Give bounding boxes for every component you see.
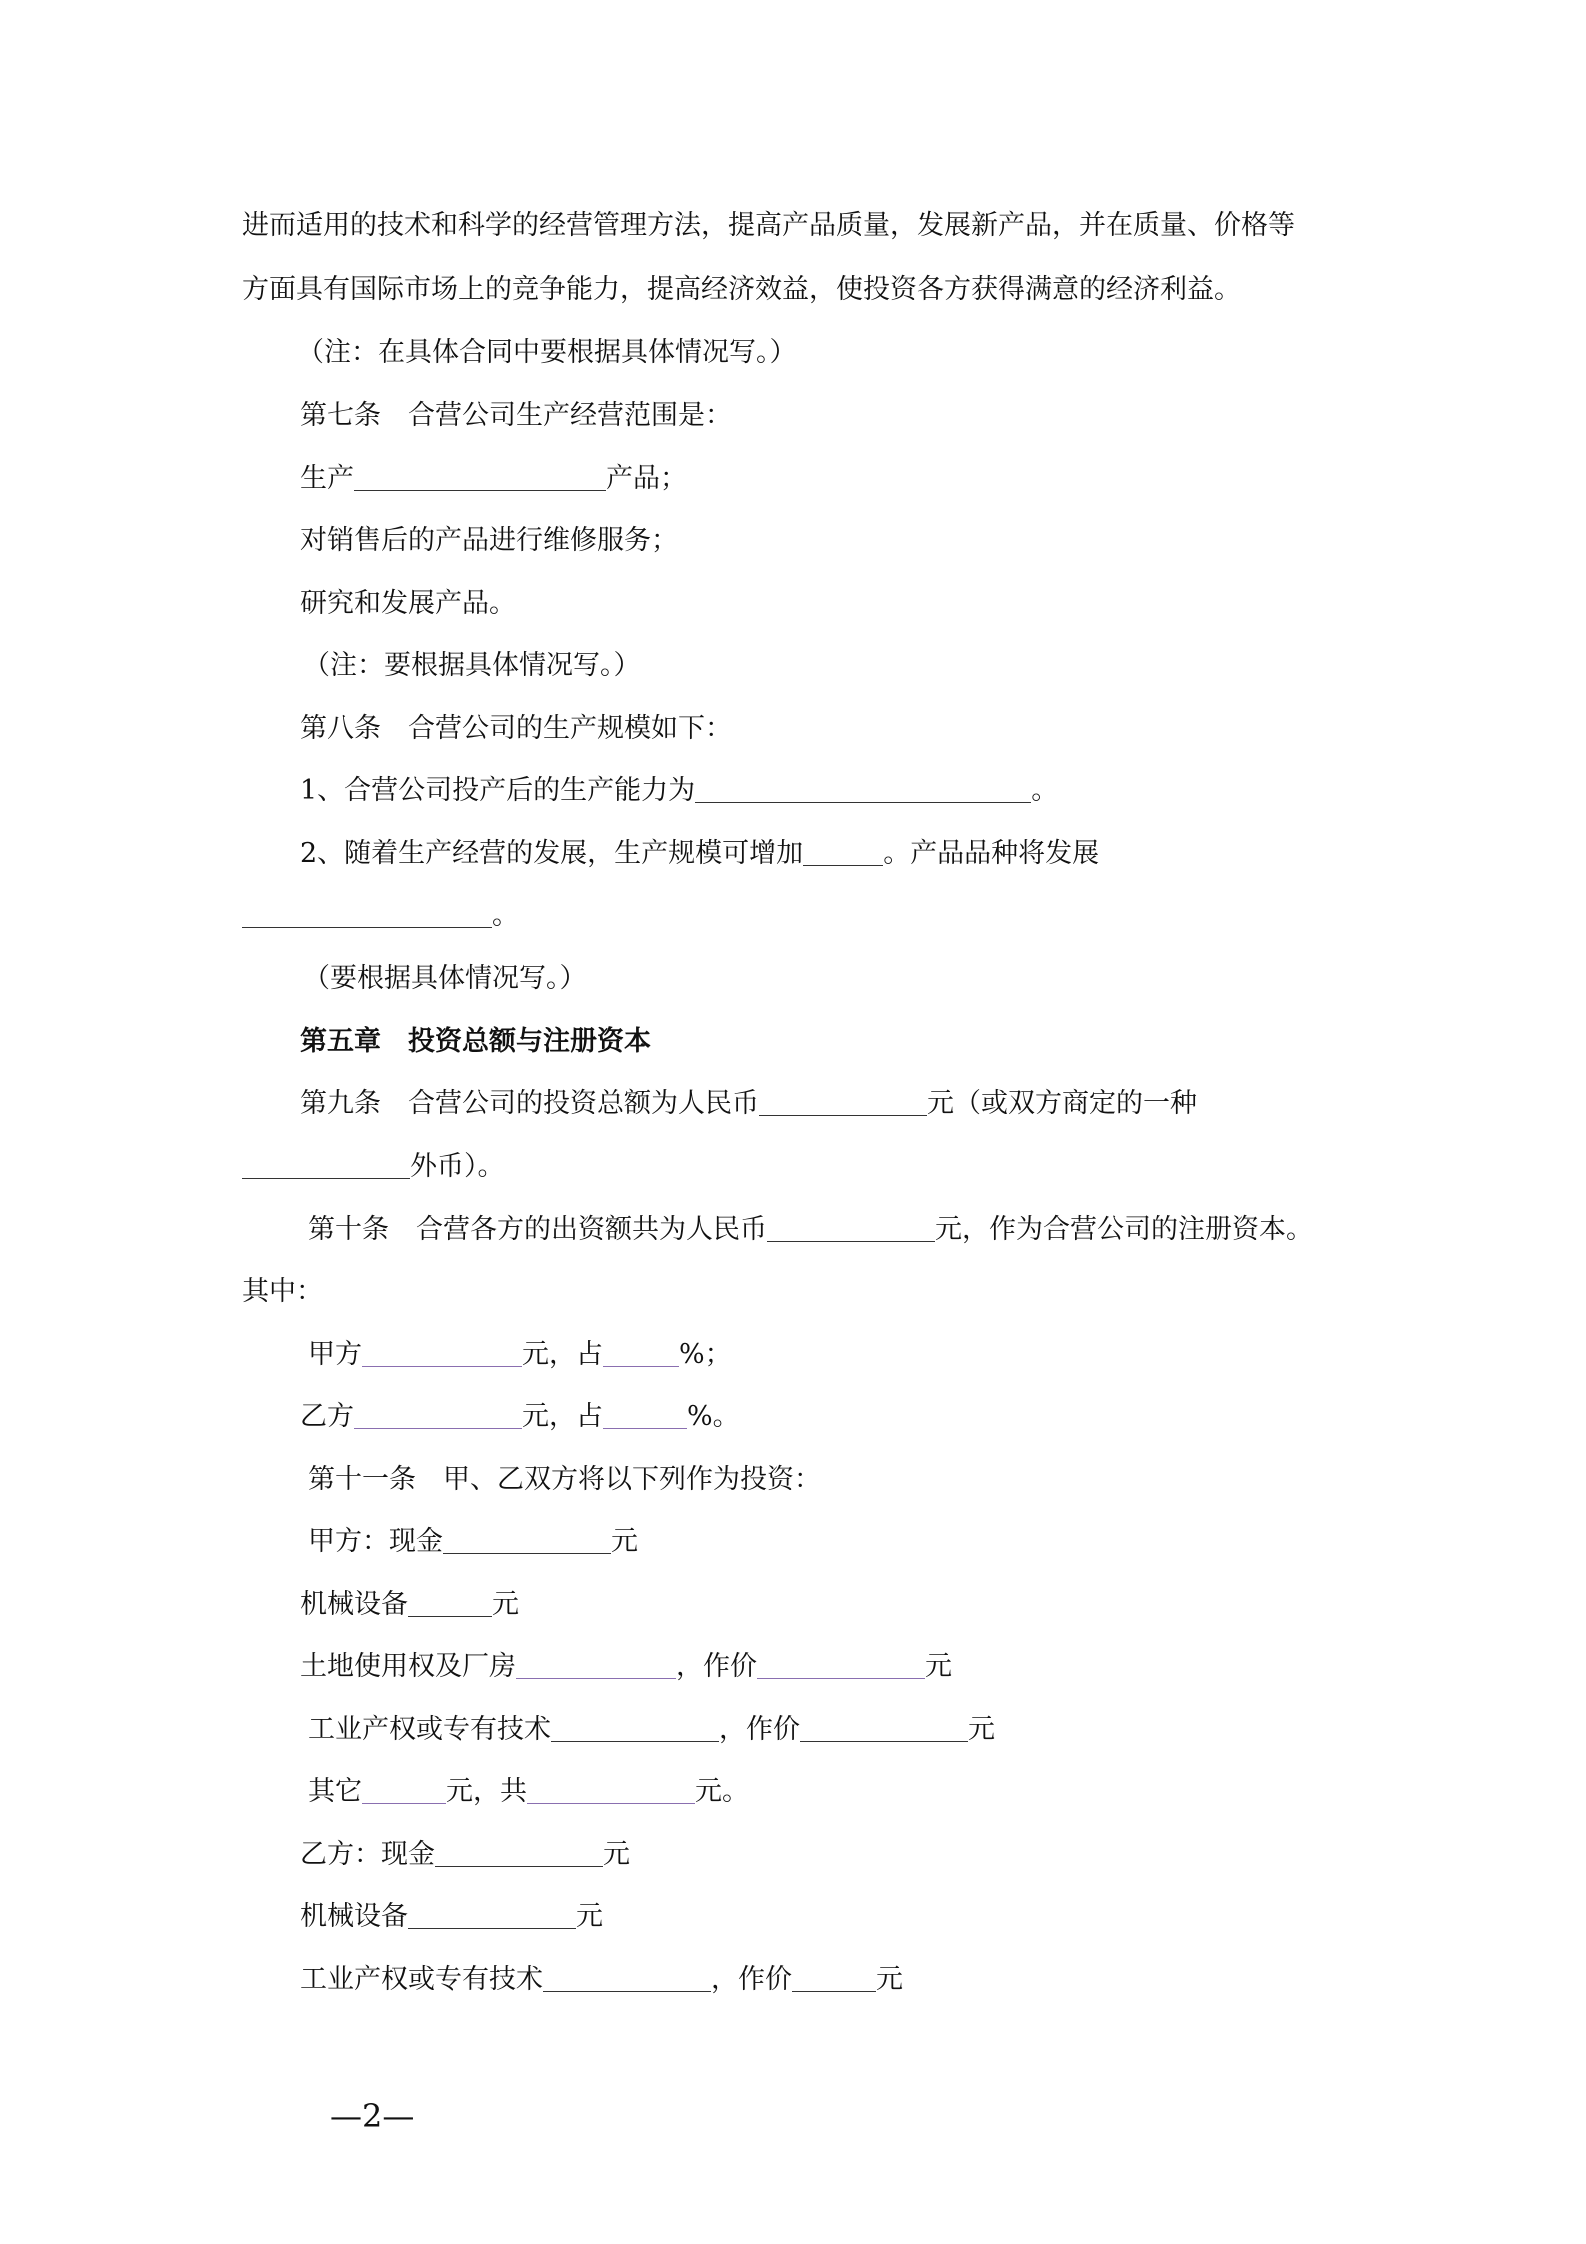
text: 外币）。 <box>410 1151 505 1182</box>
text: 元 <box>611 1526 638 1557</box>
text: 第十条 合营各方的出资额共为人民币 <box>308 1214 767 1245</box>
text: 生产 <box>300 463 354 494</box>
article-9-line-2 <box>242 1147 505 1187</box>
repair-line <box>300 521 678 561</box>
text: 元 <box>603 1839 630 1870</box>
text: 甲方 <box>308 1339 362 1370</box>
text: 工业产权或专有技术 <box>300 1964 543 1995</box>
paragraph-line <box>242 270 1241 310</box>
fill-blank[interactable] <box>408 1898 576 1929</box>
text: 元 <box>876 1964 903 1995</box>
text: 元，占 <box>522 1339 603 1370</box>
text: 2、随着生产经营的发展，生产规模可增加 <box>300 838 804 869</box>
fill-blank[interactable] <box>354 1398 522 1429</box>
article-10 <box>308 1210 1313 1250</box>
fill-blank[interactable] <box>803 835 883 866</box>
party-b-contribution <box>300 1397 740 1437</box>
text: （注：要根据具体情况写。） <box>303 650 641 681</box>
fill-blank[interactable] <box>767 1211 935 1242</box>
article-9 <box>300 1084 1197 1124</box>
text: 研究和发展产品。 <box>300 588 516 619</box>
text: 第八条 合营公司的生产规模如下： <box>300 713 732 744</box>
text: 元，共 <box>446 1776 527 1807</box>
party-b-cash <box>300 1835 630 1875</box>
paragraph-line <box>242 206 1295 246</box>
party-b-ip <box>300 1960 903 2000</box>
text: %； <box>679 1339 732 1370</box>
text: 第五章 投资总额与注册资本 <box>300 1026 651 1057</box>
text: 。 <box>492 900 519 931</box>
text: 元 <box>492 1589 519 1620</box>
fill-blank[interactable] <box>551 1711 719 1742</box>
fill-blank[interactable] <box>516 1648 676 1679</box>
fill-blank[interactable] <box>354 460 606 491</box>
fill-blank[interactable] <box>362 1773 446 1804</box>
text: 其它 <box>308 1776 362 1807</box>
text: ，作价 <box>719 1714 800 1745</box>
article-11 <box>308 1460 821 1500</box>
text: 元。 <box>695 1776 749 1807</box>
text: 元 <box>968 1714 995 1745</box>
text: 产品； <box>606 463 687 494</box>
fill-blank[interactable] <box>757 1648 925 1679</box>
note-line <box>303 959 587 999</box>
fill-blank[interactable] <box>800 1711 968 1742</box>
text: 土地使用权及厂房 <box>300 1651 516 1682</box>
fill-blank[interactable] <box>435 1836 603 1867</box>
party-b-machinery <box>300 1897 603 1937</box>
text: 进而适用的技术和科学的经营管理方法，提高产品质量，发展新产品，并在质量、价格等 <box>242 210 1295 241</box>
text: 。 <box>1031 775 1059 806</box>
text: 元，作为合营公司的注册资本。 <box>935 1214 1313 1245</box>
party-a-cash <box>308 1522 638 1562</box>
text: （要根据具体情况写。） <box>303 963 587 994</box>
production-line <box>300 459 687 499</box>
text: 乙方 <box>300 1401 354 1432</box>
article-8 <box>300 709 732 749</box>
fill-blank[interactable] <box>242 1148 410 1179</box>
fill-blank[interactable] <box>543 1961 711 1992</box>
research-line <box>300 584 516 624</box>
fill-blank[interactable] <box>759 1085 927 1116</box>
party-a-ip <box>308 1710 995 1750</box>
text: 乙方：现金 <box>300 1839 435 1870</box>
fill-blank[interactable] <box>408 1586 492 1617</box>
text: （注：在具体合同中要根据具体情况写。） <box>297 337 797 368</box>
party-a-contribution <box>308 1335 732 1375</box>
text: 。产品品种将发展 <box>883 838 1100 869</box>
text: ，作价 <box>676 1651 757 1682</box>
chapter-heading <box>300 1022 651 1062</box>
fill-blank[interactable] <box>362 1336 522 1367</box>
text: 第七条 合营公司生产经营范围是： <box>300 400 732 431</box>
page-number: —2— <box>330 2097 415 2135</box>
text: 机械设备 <box>300 1589 408 1620</box>
text: ，作价 <box>711 1964 792 1995</box>
fill-blank[interactable] <box>695 772 1031 803</box>
text: 元（或双方商定的一种 <box>927 1088 1197 1119</box>
party-a-machinery <box>300 1585 519 1625</box>
article-7 <box>300 396 732 436</box>
text: 第九条 合营公司的投资总额为人民币 <box>300 1088 759 1119</box>
text: 机械设备 <box>300 1901 408 1932</box>
fill-blank[interactable] <box>603 1336 679 1367</box>
text: 甲方：现金 <box>308 1526 443 1557</box>
text: 其中： <box>242 1276 323 1307</box>
fill-blank[interactable] <box>792 1961 876 1992</box>
note-line <box>297 333 797 373</box>
text: %。 <box>687 1401 740 1432</box>
fill-blank[interactable] <box>242 897 492 928</box>
text: 对销售后的产品进行维修服务； <box>300 525 678 556</box>
text: 工业产权或专有技术 <box>308 1714 551 1745</box>
capacity-line <box>300 771 1058 811</box>
note-line <box>303 646 641 686</box>
text: 方面具有国际市场上的竞争能力，提高经济效益，使投资各方获得满意的经济利益。 <box>242 274 1241 305</box>
party-a-land <box>300 1647 952 1687</box>
text: 元 <box>576 1901 603 1932</box>
text: 第十一条 甲、乙双方将以下列作为投资： <box>308 1464 821 1495</box>
text: 元 <box>925 1651 952 1682</box>
growth-line-2 <box>242 896 519 936</box>
growth-line <box>300 834 1099 874</box>
fill-blank[interactable] <box>443 1523 611 1554</box>
article-10-line-2 <box>242 1272 323 1312</box>
party-a-other <box>308 1772 749 1812</box>
fill-blank[interactable] <box>603 1398 687 1429</box>
text: 元，占 <box>522 1401 603 1432</box>
text: 1、合营公司投产后的生产能力为 <box>300 775 696 806</box>
fill-blank[interactable] <box>527 1773 695 1804</box>
